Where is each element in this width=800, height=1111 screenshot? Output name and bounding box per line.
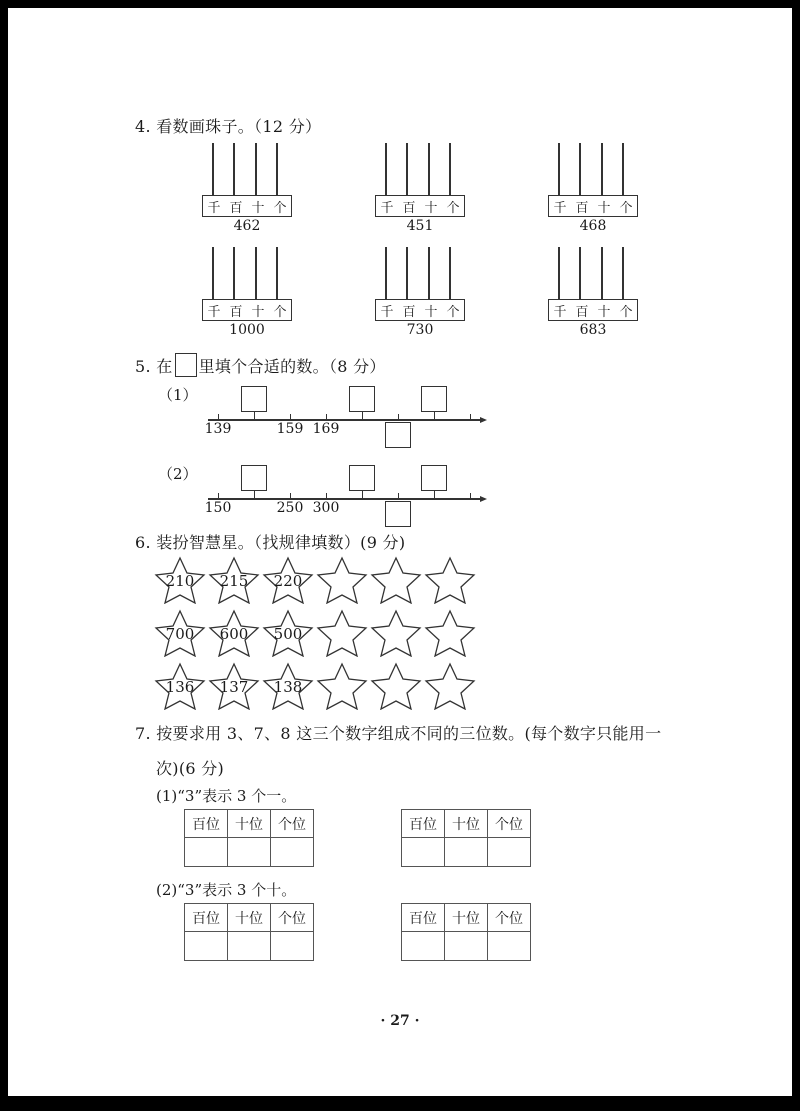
header-hundreds: 百位 <box>185 904 228 932</box>
q5-title-pre: 5. 在 <box>135 357 173 376</box>
answer-box[interactable] <box>421 386 447 412</box>
star-cell[interactable] <box>262 609 314 657</box>
abacus-number: 683 <box>579 322 607 338</box>
star-cell[interactable] <box>208 662 260 710</box>
tick-label: 250 <box>276 500 304 516</box>
abacus-rod-tens[interactable] <box>601 247 603 299</box>
star-cell[interactable] <box>154 609 206 657</box>
header-tens: 十位 <box>445 810 488 838</box>
arrow-right-icon <box>480 496 487 502</box>
blank-box-icon <box>175 353 197 377</box>
abacus-rod-thousands[interactable] <box>385 143 387 195</box>
q5-part2-label: （2） <box>158 465 198 483</box>
star-icon <box>370 609 422 657</box>
answer-box[interactable] <box>241 465 267 491</box>
abacus-rod-thousands[interactable] <box>385 247 387 299</box>
abacus-rod-tens[interactable] <box>255 143 257 195</box>
tick-label: 150 <box>204 500 232 516</box>
tick <box>218 493 219 498</box>
abacus-3 <box>548 143 638 243</box>
cell-hundreds[interactable] <box>185 932 228 961</box>
star-value: 600 <box>219 625 249 643</box>
q5-title-post: 里填个合适的数。（8 分） <box>198 357 386 376</box>
answer-box[interactable] <box>385 501 411 527</box>
header-tens: 十位 <box>445 904 488 932</box>
arrow-right-icon <box>480 417 487 423</box>
place-label: 十 <box>424 200 438 216</box>
star-cell[interactable] <box>262 662 314 710</box>
star-value: 700 <box>165 625 195 643</box>
abacus-number: 730 <box>406 322 434 338</box>
abacus-number: 1000 <box>229 322 265 338</box>
tick <box>290 414 291 419</box>
place-label: 百 <box>402 304 416 320</box>
header-tens: 十位 <box>228 810 271 838</box>
abacus-rod-hundreds[interactable] <box>579 247 581 299</box>
header-ones: 个位 <box>271 810 314 838</box>
star-cell[interactable] <box>154 662 206 710</box>
abacus-rod-thousands[interactable] <box>212 247 214 299</box>
star-cell[interactable] <box>208 556 260 604</box>
star-value: 136 <box>165 678 195 696</box>
abacus-number: 462 <box>233 218 261 234</box>
abacus-rod-tens[interactable] <box>428 143 430 195</box>
abacus-rod-hundreds[interactable] <box>233 143 235 195</box>
cell-hundreds[interactable] <box>402 838 445 867</box>
abacus-rod-hundreds[interactable] <box>579 143 581 195</box>
star-icon <box>424 556 476 604</box>
q7-part1-label: (1)“3”表示 3 个一。 <box>156 787 297 805</box>
abacus-rod-ones[interactable] <box>622 143 624 195</box>
place-label: 百 <box>575 200 589 216</box>
header-hundreds: 百位 <box>402 810 445 838</box>
tick <box>326 414 327 419</box>
star-icon <box>316 662 368 710</box>
star-icon <box>316 556 368 604</box>
star-cell[interactable] <box>424 662 476 710</box>
abacus-rod-ones[interactable] <box>449 247 451 299</box>
abacus-rod-thousands[interactable] <box>558 247 560 299</box>
abacus-rod-ones[interactable] <box>276 247 278 299</box>
page-number: · 27 · <box>380 1013 420 1029</box>
cell-hundreds[interactable] <box>185 838 228 867</box>
place-value-table-1a <box>184 809 314 867</box>
place-label: 千 <box>380 304 394 320</box>
answer-box[interactable] <box>349 465 375 491</box>
answer-box[interactable] <box>385 422 411 448</box>
star-cell[interactable] <box>424 556 476 604</box>
star-cell[interactable] <box>370 609 422 657</box>
abacus-number: 451 <box>406 218 434 234</box>
place-label: 个 <box>446 200 460 216</box>
abacus-5 <box>375 247 465 347</box>
place-label: 百 <box>229 200 243 216</box>
tick <box>290 493 291 498</box>
star-icon <box>316 609 368 657</box>
star-icon <box>424 662 476 710</box>
number-line-axis <box>208 498 482 500</box>
place-value-table-2a <box>184 903 314 961</box>
star-value: 500 <box>273 625 303 643</box>
worksheet-page <box>8 8 792 1096</box>
number-line-axis <box>208 419 482 421</box>
star-value: 138 <box>273 678 303 696</box>
cell-ones[interactable] <box>488 838 531 867</box>
cell-tens[interactable] <box>445 932 488 961</box>
abacus-base <box>375 195 465 217</box>
answer-box[interactable] <box>241 386 267 412</box>
abacus-base <box>202 195 292 217</box>
q7-title-line1: 7. 按要求用 3、7、8 这三个数字组成不同的三位数。(每个数字只能用一 <box>135 724 662 743</box>
star-cell[interactable] <box>316 609 368 657</box>
star-cell[interactable] <box>316 662 368 710</box>
abacus-rod-tens[interactable] <box>255 247 257 299</box>
box-stem <box>254 412 255 419</box>
star-value: 215 <box>219 572 249 590</box>
cell-tens[interactable] <box>228 838 271 867</box>
star-cell[interactable] <box>370 662 422 710</box>
place-label: 个 <box>619 304 633 320</box>
tick <box>326 493 327 498</box>
box-stem <box>362 412 363 419</box>
q7-part2-label: (2)“3”表示 3 个十。 <box>156 881 297 899</box>
header-hundreds: 百位 <box>402 904 445 932</box>
answer-box[interactable] <box>421 465 447 491</box>
header-ones: 个位 <box>488 904 531 932</box>
abacus-rod-ones[interactable] <box>449 143 451 195</box>
star-cell[interactable] <box>208 609 260 657</box>
tick <box>398 493 399 498</box>
cell-ones[interactable] <box>271 932 314 961</box>
place-label: 十 <box>251 200 265 216</box>
q5-title <box>135 353 386 377</box>
place-label: 千 <box>207 304 221 320</box>
abacus-2 <box>375 143 465 243</box>
place-label: 个 <box>446 304 460 320</box>
abacus-6 <box>548 247 638 347</box>
cell-tens[interactable] <box>228 932 271 961</box>
q7-title-line2: 次)(6 分) <box>156 759 225 778</box>
cell-ones[interactable] <box>271 838 314 867</box>
star-cell[interactable] <box>154 556 206 604</box>
cell-tens[interactable] <box>445 838 488 867</box>
answer-box[interactable] <box>349 386 375 412</box>
abacus-1 <box>202 143 292 243</box>
place-label: 十 <box>597 200 611 216</box>
abacus-number: 468 <box>579 218 607 234</box>
star-value: 210 <box>165 572 195 590</box>
abacus-rod-thousands[interactable] <box>212 143 214 195</box>
place-label: 千 <box>380 200 394 216</box>
tick <box>470 493 471 498</box>
abacus-rod-hundreds[interactable] <box>233 247 235 299</box>
star-cell[interactable] <box>424 609 476 657</box>
abacus-rod-tens[interactable] <box>428 247 430 299</box>
place-label: 个 <box>619 200 633 216</box>
star-cell[interactable] <box>316 556 368 604</box>
place-label: 千 <box>207 200 221 216</box>
abacus-base <box>548 299 638 321</box>
place-label: 十 <box>251 304 265 320</box>
tick-label: 139 <box>204 421 232 437</box>
place-label: 十 <box>597 304 611 320</box>
q4-title: 4. 看数画珠子。（12 分） <box>135 117 322 136</box>
place-label: 百 <box>229 304 243 320</box>
star-value: 220 <box>273 572 303 590</box>
place-label: 百 <box>402 200 416 216</box>
abacus-base <box>202 299 292 321</box>
abacus-base <box>548 195 638 217</box>
abacus-base <box>375 299 465 321</box>
abacus-rod-ones[interactable] <box>622 247 624 299</box>
abacus-rod-hundreds[interactable] <box>406 143 408 195</box>
star-cell[interactable] <box>262 556 314 604</box>
star-icon <box>424 609 476 657</box>
box-stem <box>362 491 363 498</box>
header-hundreds: 百位 <box>185 810 228 838</box>
tick-label: 300 <box>312 500 340 516</box>
box-stem <box>254 491 255 498</box>
place-label: 千 <box>553 304 567 320</box>
abacus-4 <box>202 247 292 347</box>
tick <box>470 414 471 419</box>
tick-label: 159 <box>276 421 304 437</box>
cell-ones[interactable] <box>488 932 531 961</box>
q5-part1-label: （1） <box>158 386 198 404</box>
place-label: 千 <box>553 200 567 216</box>
place-value-table-2b <box>401 903 531 961</box>
box-stem <box>434 491 435 498</box>
abacus-rod-hundreds[interactable] <box>406 247 408 299</box>
header-tens: 十位 <box>228 904 271 932</box>
place-label: 个 <box>273 200 287 216</box>
place-label: 十 <box>424 304 438 320</box>
number-line-1 <box>204 378 508 468</box>
abacus-rod-ones[interactable] <box>276 143 278 195</box>
abacus-rod-thousands[interactable] <box>558 143 560 195</box>
box-stem <box>434 412 435 419</box>
q6-title: 6. 装扮智慧星。（找规律填数）(9 分) <box>135 533 406 552</box>
star-icon <box>370 662 422 710</box>
header-ones: 个位 <box>488 810 531 838</box>
header-ones: 个位 <box>271 904 314 932</box>
tick-label: 169 <box>312 421 340 437</box>
star-value: 137 <box>219 678 249 696</box>
cell-hundreds[interactable] <box>402 932 445 961</box>
tick <box>218 414 219 419</box>
abacus-rod-tens[interactable] <box>601 143 603 195</box>
place-label: 个 <box>273 304 287 320</box>
star-icon <box>370 556 422 604</box>
place-value-table-1b <box>401 809 531 867</box>
star-cell[interactable] <box>370 556 422 604</box>
tick <box>398 414 399 419</box>
place-label: 百 <box>575 304 589 320</box>
